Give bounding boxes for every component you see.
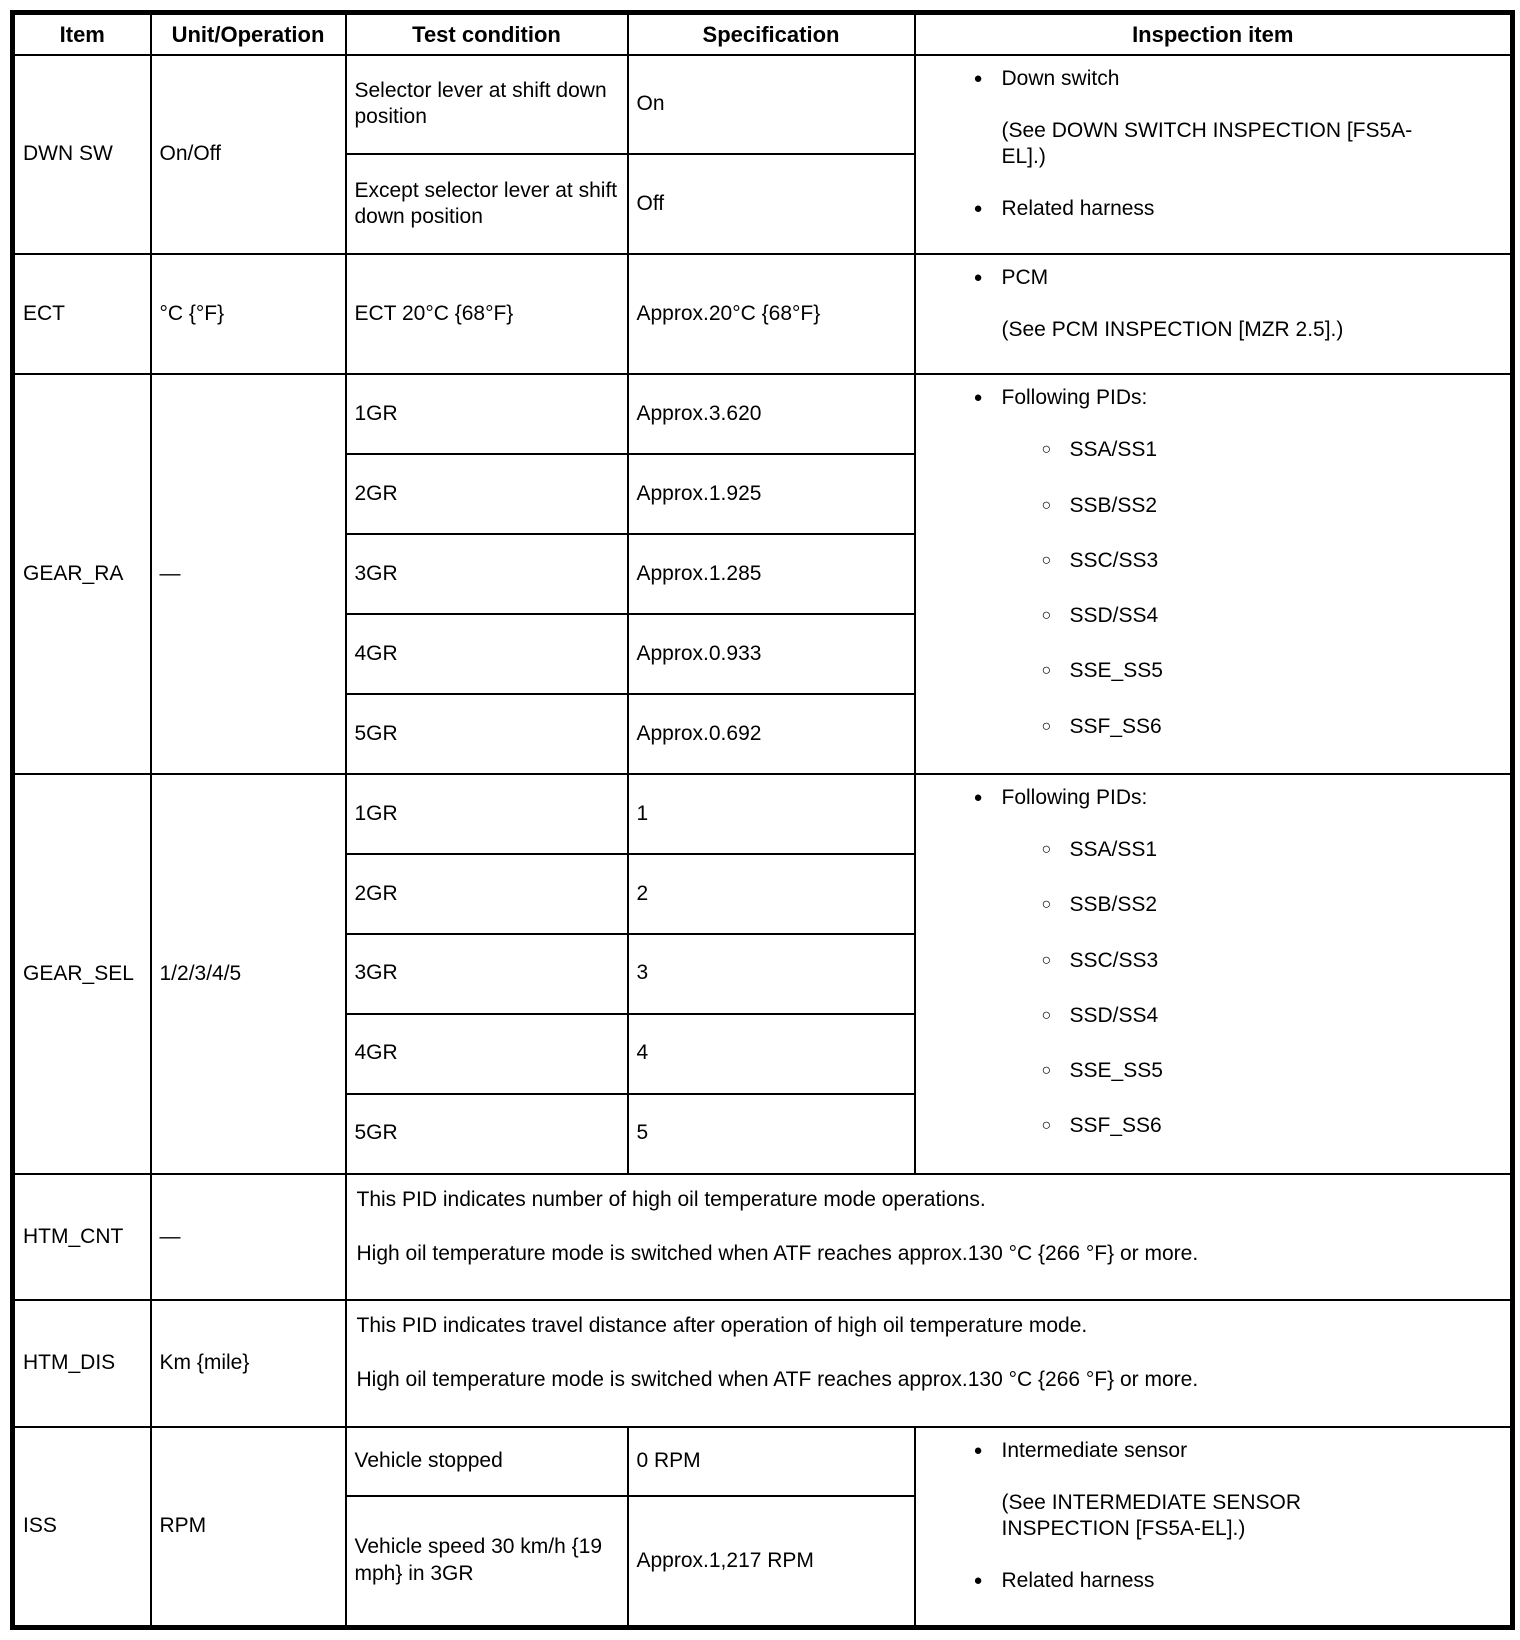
- span-text-cell: [346, 1300, 1513, 1427]
- unit-cell: Km {mile}: [151, 1300, 346, 1427]
- spec-cell: 2: [628, 854, 915, 934]
- inspection-cell: [915, 55, 1513, 254]
- item-cell: ECT: [13, 254, 151, 375]
- inspection-sub-item: [924, 1113, 1503, 1139]
- item-cell: GEAR_SEL: [13, 774, 151, 1174]
- inspection-sub-item: [924, 948, 1503, 974]
- condition-cell: 3GR: [346, 934, 628, 1014]
- span-text-line: High oil temperature mode is switched when ATF reaches approx.130 °C {266 °F} or more.: [356, 1368, 1199, 1392]
- sub-bullet-icon: ○: [1041, 551, 1052, 569]
- item-cell: HTM_DIS: [13, 1300, 151, 1427]
- spec-cell: 4: [628, 1014, 915, 1094]
- spec-cell: Approx.1,217 RPM: [628, 1496, 915, 1627]
- unit-cell: —: [151, 1174, 346, 1301]
- span-text-line: This PID indicates number of high oil temperature mode operations.: [356, 1187, 986, 1211]
- condition-cell: 2GR: [346, 454, 628, 534]
- sub-bullet-icon: ○: [1041, 496, 1052, 514]
- spec-cell: Approx.1.925: [628, 454, 915, 534]
- inspection-sub-label: SSE_SS5: [1069, 1059, 1163, 1082]
- item-cell: GEAR_RA: [13, 374, 151, 774]
- inspection-sub-label: SSC/SS3: [1069, 948, 1159, 972]
- condition-cell: 4GR: [346, 614, 628, 694]
- unit-cell: —: [151, 374, 346, 774]
- inspection-bullet-item: [924, 1438, 1503, 1464]
- bullet-icon: ●: [973, 200, 983, 218]
- inspection-sub-item: [924, 1058, 1503, 1084]
- inspection-note-text: (See INTERMEDIATE SENSOR INSPECTION [FS5A-EL].): [1001, 1490, 1301, 1540]
- bullet-icon: ●: [973, 268, 983, 286]
- inspection-bullet-label: Down switch: [1001, 66, 1120, 90]
- condition-cell: 5GR: [346, 694, 628, 774]
- inspection-sub-item: [924, 493, 1503, 519]
- sub-bullet-icon: ○: [1041, 1006, 1052, 1024]
- condition-cell: ECT 20°C {68°F}: [346, 254, 628, 375]
- inspection-sub-item: [924, 603, 1503, 629]
- inspection-bullet-item: [924, 66, 1503, 92]
- inspection-note-text: (See PCM INSPECTION [MZR 2.5].): [1001, 317, 1344, 341]
- sub-bullet-icon: ○: [1041, 896, 1052, 914]
- bullet-icon: ●: [973, 69, 983, 87]
- condition-cell: Selector lever at shift down position: [346, 55, 628, 155]
- spec-cell: 0 RPM: [628, 1427, 915, 1496]
- inspection-sub-item: [924, 548, 1503, 574]
- unit-cell: 1/2/3/4/5: [151, 774, 346, 1174]
- inspection-bullet-label: Related harness: [1001, 1569, 1155, 1593]
- table-row: [13, 1300, 1513, 1427]
- inspection-sub-item: [924, 837, 1503, 863]
- spec-cell: Approx.0.692: [628, 694, 915, 774]
- item-cell: DWN SW: [13, 55, 151, 254]
- spec-cell: 5: [628, 1094, 915, 1174]
- condition-cell: 5GR: [346, 1094, 628, 1174]
- spec-cell: Approx.1.285: [628, 534, 915, 614]
- condition-cell: Except selector lever at shift down position: [346, 154, 628, 254]
- sub-bullet-icon: ○: [1041, 1117, 1052, 1135]
- col-header-condition: Test condition: [346, 13, 628, 55]
- table-row: [13, 55, 1513, 155]
- spec-cell: Approx.0.933: [628, 614, 915, 694]
- inspection-bullet-item: [924, 785, 1503, 811]
- spec-cell: On: [628, 55, 915, 155]
- sub-bullet-icon: ○: [1041, 841, 1052, 858]
- span-text-cell: [346, 1174, 1513, 1301]
- inspection-note: [924, 317, 1434, 343]
- col-header-unit: Unit/Operation: [151, 13, 346, 55]
- inspection-cell: [915, 374, 1513, 774]
- inspection-bullet-label: PCM: [1001, 265, 1049, 289]
- unit-cell: RPM: [151, 1427, 346, 1628]
- sub-bullet-icon: ○: [1041, 717, 1052, 735]
- inspection-sub-label: SSB/SS2: [1069, 493, 1158, 517]
- inspection-sub-label: SSE_SS5: [1069, 659, 1163, 683]
- item-cell: ISS: [13, 1427, 151, 1628]
- inspection-sub-item: [924, 892, 1503, 918]
- spec-cell: Off: [628, 154, 915, 254]
- inspection-bullet-label: Related harness: [1001, 197, 1155, 221]
- inspection-cell: [915, 254, 1513, 375]
- spec-cell: 3: [628, 934, 915, 1014]
- sub-bullet-icon: ○: [1041, 662, 1052, 680]
- spec-cell: Approx.3.620: [628, 374, 915, 454]
- sub-bullet-icon: ○: [1041, 441, 1052, 459]
- sub-bullet-icon: ○: [1041, 951, 1052, 969]
- spec-cell: 1: [628, 774, 915, 854]
- inspection-bullet-label: Intermediate sensor: [1001, 1438, 1188, 1462]
- sub-bullet-icon: ○: [1041, 607, 1052, 624]
- inspection-note-text: (See DOWN SWITCH INSPECTION [FS5A-EL].): [1001, 118, 1413, 168]
- inspection-sub-label: SSD/SS4: [1069, 604, 1159, 627]
- inspection-cell: [915, 774, 1513, 1174]
- table-row: [13, 374, 1513, 454]
- inspection-bullet-label: Following PIDs:: [1001, 386, 1148, 409]
- inspection-bullet-item: [924, 265, 1503, 291]
- span-text-line: This PID indicates travel distance after operation of high oil temperature mode.: [356, 1314, 1088, 1337]
- condition-cell: 1GR: [346, 374, 628, 454]
- inspection-sub-label: SSA/SS1: [1069, 838, 1158, 861]
- table-row: [13, 1427, 1513, 1496]
- table-row: [13, 774, 1513, 854]
- inspection-sub-label: SSB/SS2: [1069, 893, 1158, 917]
- inspection-bullet-label: Following PIDs:: [1001, 785, 1148, 809]
- inspection-sub-label: SSF_SS6: [1069, 1114, 1162, 1138]
- table-row: [13, 1174, 1513, 1301]
- spec-cell: Approx.20°C {68°F}: [628, 254, 915, 375]
- inspection-bullet-item: [924, 1568, 1503, 1594]
- pid-inspection-table: [10, 10, 1515, 1630]
- unit-cell: °C {°F}: [151, 254, 346, 375]
- sub-bullet-icon: ○: [1041, 1062, 1052, 1079]
- inspection-sub-item: [924, 437, 1503, 463]
- condition-cell: 4GR: [346, 1014, 628, 1094]
- condition-cell: Vehicle stopped: [346, 1427, 628, 1496]
- unit-cell: On/Off: [151, 55, 346, 254]
- inspection-cell: [915, 1427, 1513, 1628]
- inspection-sub-label: SSD/SS4: [1069, 1003, 1159, 1027]
- inspection-sub-label: SSA/SS1: [1069, 438, 1158, 462]
- span-text-line: High oil temperature mode is switched when ATF reaches approx.130 °C {266 °F} or more.: [356, 1241, 1199, 1265]
- item-cell: HTM_CNT: [13, 1174, 151, 1301]
- inspection-note: [924, 1490, 1434, 1543]
- col-header-specification: Specification: [628, 13, 915, 55]
- header-row: [13, 13, 1513, 55]
- inspection-sub-item: [924, 714, 1503, 740]
- inspection-note: [924, 118, 1434, 171]
- inspection-bullet-item: [924, 385, 1503, 411]
- inspection-sub-item: [924, 658, 1503, 684]
- condition-cell: Vehicle speed 30 km/h {19 mph} in 3GR: [346, 1496, 628, 1627]
- condition-cell: 1GR: [346, 774, 628, 854]
- inspection-bullet-item: [924, 196, 1503, 222]
- table-row: [13, 254, 1513, 375]
- condition-cell: 2GR: [346, 854, 628, 934]
- inspection-sub-item: [924, 1003, 1503, 1029]
- inspection-sub-label: SSC/SS3: [1069, 548, 1159, 572]
- bullet-icon: ●: [973, 1441, 983, 1459]
- col-header-item: Item: [13, 13, 151, 55]
- inspection-sub-label: SSF_SS6: [1069, 714, 1162, 738]
- bullet-icon: ●: [973, 389, 983, 406]
- bullet-icon: ●: [973, 788, 983, 806]
- col-header-inspection: Inspection item: [915, 13, 1513, 55]
- condition-cell: 3GR: [346, 534, 628, 614]
- bullet-icon: ●: [973, 1572, 983, 1590]
